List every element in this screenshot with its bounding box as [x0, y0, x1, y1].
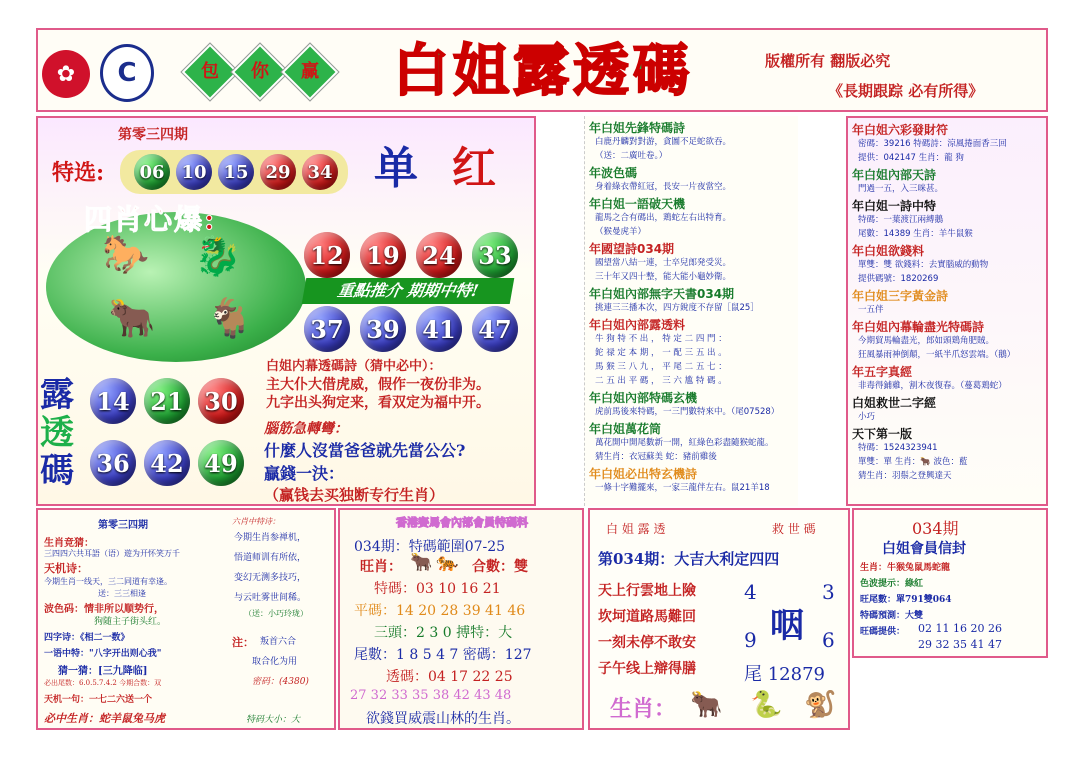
- mid-section-line: 國望當八結一連，士卒兒郎発受災。: [595, 258, 732, 268]
- b3-poem-line: 子午线上辯得膳: [598, 661, 696, 677]
- mid-section-line: 龍馬之合有碼出，鶏蛇左右出特育。: [595, 213, 732, 223]
- poem-block: [266, 358, 536, 412]
- diamond-bao: 包: [182, 44, 239, 101]
- lu-ball: 14: [90, 378, 136, 424]
- ma-ball: 42: [144, 440, 190, 486]
- b2-zodiac-label: 旺肖：: [360, 559, 402, 575]
- b4-tail: 旺尾數：單791雙064: [860, 595, 952, 605]
- b2-tail: 尾數：1 8 5 4 7 密碼：127: [354, 647, 532, 663]
- snake-icon: 🐍: [750, 690, 783, 720]
- b4-provide-1: 02 11 16 20 26: [918, 622, 1002, 635]
- b1-line: 天机一句：一七二六送一个: [44, 695, 153, 705]
- mid-section-line: 牛 狗 特 不 出 ， 特 定 二 四 門 ：: [595, 334, 727, 344]
- diamond-ying: 赢: [282, 44, 339, 101]
- grid-ball: 41: [416, 306, 462, 352]
- right-section-title: 年白姐內部天詩: [852, 168, 937, 182]
- b1-riddle-line: （送：小巧玲珑）: [244, 609, 308, 618]
- b2-nums: 27 32 33 35 38 42 43 48: [350, 688, 512, 703]
- right-section-line: 門過一五，入三咪甚。: [858, 184, 944, 194]
- mid-section-line: 鉈 禄 定 本 期 ， 一 配 三 五 出 。: [595, 348, 727, 358]
- right-section-line: 提供碼號：1820269: [858, 274, 939, 284]
- win-answer: （赢钱去买独断专行生肖）: [264, 486, 445, 504]
- b1-line: 今期生肖一线天，三二同道有幸逢。: [44, 577, 172, 586]
- right-section-title: 年白姐一詩中特: [852, 199, 937, 213]
- pick-ball: 15: [218, 154, 254, 190]
- b1-riddle-line: 悟道师训有所依，: [234, 553, 307, 563]
- b2-buy: 欲錢買威震山林的生肖。: [366, 711, 520, 727]
- lu-ball: 30: [198, 378, 244, 424]
- mid-section-title: 年白姐一語破天機: [589, 197, 686, 211]
- middle-section-list: [585, 116, 798, 501]
- b2-title: 香港賽馬會內部會員特碼料: [396, 516, 528, 529]
- mid-section-line: 白鹿丹麟對對游，貪圖不足蛇欲吞。: [595, 137, 732, 147]
- b3-poem-line: 坎坷道路馬難回: [598, 609, 696, 625]
- b4-provide-label: 旺碼提供：: [860, 627, 906, 637]
- b3-number: 9: [744, 628, 757, 652]
- b3-left-title: 白 姐 露 透: [606, 522, 666, 536]
- b1-period: 第零三四期: [98, 520, 148, 531]
- mid-section-line: 三十年又四十整，能大能小龜妙衛。: [595, 272, 732, 282]
- b1-line: 四字诗：《相二一数》: [44, 633, 130, 643]
- pick-ball: 34: [302, 154, 338, 190]
- b4-title: 白姐會員信封: [882, 541, 966, 557]
- b1-line: 狗随主子街头红。: [94, 617, 167, 627]
- mid-section-line: 猜生肖：衣冠蘇美 蛇：豬前雞後: [595, 452, 717, 462]
- b3-right-title: 救 世 碼: [772, 522, 816, 536]
- b1-line: 波色码：情非所以顺势行，: [44, 604, 164, 615]
- period-badge: 第零三四期: [118, 127, 188, 143]
- mid-section-line: 身着綠衣帶紅冠，長安一片夜當空。: [595, 182, 732, 192]
- right-section-title: 年白姐欲錢料: [852, 244, 925, 258]
- right-section-line: 提供：042147 生肖：龍 狗: [858, 153, 964, 163]
- right-section-line: 特碼：一葉渡江兩縛鵝: [858, 215, 944, 225]
- right-section-line: 特碼：1524323941: [858, 443, 938, 453]
- emblem-logo-icon: C: [100, 44, 154, 102]
- single-char: 单: [374, 143, 418, 194]
- win-title: 贏錢一決：: [264, 464, 345, 483]
- ox-icon: 🐂: [410, 552, 433, 573]
- b1-note-label: 注：: [232, 636, 254, 649]
- ma-ball: 36: [90, 440, 136, 486]
- b4-provide-2: 29 32 35 41 47: [918, 638, 1002, 651]
- mid-section-title: 年國望詩034期: [589, 242, 675, 256]
- b2-flat: 平碼：14 20 28 39 41 46: [354, 603, 526, 619]
- b4-special: 特碼預測：大雙: [860, 611, 924, 621]
- grid-ball: 39: [360, 306, 406, 352]
- b1-note-line: 取合化为用: [252, 657, 298, 667]
- b1-line: 生肖竞猜：: [44, 538, 94, 549]
- slogan-text: 《長期跟踪 必有所得》: [828, 82, 984, 100]
- recommend-banner: 重點推介 期期中特!: [302, 278, 515, 304]
- mid-section-line: 虎前馬後來特碼，一三門數特來中。（尾07528）: [595, 407, 780, 417]
- grid-ball: 33: [472, 232, 518, 278]
- right-section-line: 狂風暴雨神倒顛，一紙半爪怒雲端。（鵝）: [858, 350, 1016, 360]
- mid-section-title: 年白姐必出特玄機詩: [589, 467, 698, 481]
- b1-line: 天机诗：: [44, 562, 88, 575]
- b1-riddle-head: 六肖中特诗：: [232, 517, 280, 526]
- b3-number: 3: [822, 580, 835, 604]
- b1-note-line: 密码：(4380): [252, 677, 309, 687]
- dragon-icon: 🐉: [194, 234, 242, 278]
- b1-riddle-line: 与云吐雾世间稀。: [234, 593, 307, 603]
- mid-section-line: 挑連三三播本次，四方銳度不存留［鼠25］: [595, 303, 759, 313]
- horse-icon: 🐎: [102, 232, 150, 276]
- b3-zodiac-label: 生肖：: [610, 696, 677, 722]
- b3-number: 6: [822, 628, 835, 652]
- bottom-panel-1: [36, 508, 336, 730]
- bauhinia-logo-icon: ✿: [42, 50, 90, 98]
- mid-section-line: 一條十字難擺來，一家三龍伴左右。鼠21羊18: [595, 483, 770, 493]
- b1-line: 必中生肖：蛇羊鼠兔马虎: [44, 712, 165, 725]
- ox-icon: 🐂: [690, 690, 723, 720]
- poem-title: 白姐内幕透碼詩（猜中必中）：: [266, 359, 442, 374]
- b3-center-char: 咽: [770, 606, 804, 646]
- red-char: 红: [452, 143, 496, 194]
- grid-ball: 37: [304, 306, 350, 352]
- mid-section-title: 年白姐內部露透料: [589, 318, 686, 332]
- b1-big-small: 特码大小：大: [246, 715, 301, 725]
- mid-section-title: 年白姐先鋒特碼詩: [589, 121, 686, 135]
- mid-section-title: 年白姐萬花筒: [589, 422, 662, 436]
- monkey-icon: 🐒: [804, 690, 837, 720]
- mid-section-line: （送：二廣吐卷。）: [595, 151, 668, 161]
- right-section-line: 非毒得鋪雞，割木夜復春。（蔓葛鶏蛇）: [858, 381, 1007, 391]
- pick-ball: 29: [260, 154, 296, 190]
- b1-line: 送：三三相逢: [98, 589, 146, 598]
- right-section-line: 一五伴: [858, 305, 884, 315]
- mid-section-line: 萬花開中開尾數新一開，紅綠色彩盡隨猴蛇龍。: [595, 438, 774, 448]
- ma-ball: 49: [198, 440, 244, 486]
- right-section-title: 白姐救世二字經: [852, 396, 937, 410]
- b4-period: 034期: [912, 519, 959, 538]
- b4-zodiac: 生肖：牛猴兔鼠馬蛇龍: [860, 563, 951, 573]
- b1-line: 一语中特："八字开出则心我": [44, 649, 162, 659]
- four-zodiac-title: 四肖心爆:: [84, 203, 217, 236]
- b3-tail: 尾 12879: [744, 664, 825, 685]
- b1-riddle-line: 今期生肖参禅机，: [234, 533, 307, 543]
- poem-line: 主大仆大借虎威，假作一夜份非为。: [266, 377, 490, 393]
- mid-section-title: 年白姐內部無字天書034期: [589, 287, 735, 301]
- mid-section-line: （猴曼虎羊）: [595, 227, 647, 237]
- right-section-line: 單雙：雙 欲錢料：去實腦威的動物: [858, 260, 989, 270]
- right-section-line: 今期貿馬輪盡光，郎如頭鶏角肥賊。: [858, 336, 995, 346]
- b3-poem-line: 一刻未停不敢安: [598, 635, 696, 651]
- mid-section-title: 年波色碼: [589, 166, 638, 180]
- b4-color-hint: 色波提示：綠紅: [860, 579, 924, 589]
- lu-ball: 21: [144, 378, 190, 424]
- page-title: 白姐露透碼: [393, 38, 693, 104]
- goat-icon: 🐐: [206, 296, 254, 340]
- b1-line: 三四四六共耳語（语）遊为开怀笑万千: [44, 549, 180, 558]
- tou-label: 透: [40, 413, 74, 453]
- lu-label: 露: [40, 375, 74, 415]
- poem-line: 九字出头狗定来，看双定为福中开。: [266, 395, 490, 411]
- right-section-title: 年白姐六彩發財符: [852, 123, 949, 137]
- mid-section-title: 年白姐內部特碼玄機: [589, 391, 698, 405]
- b2-transparent: 透碼：04 17 22 25: [386, 669, 513, 685]
- riddle-question: 什麼人沒當爸爸就先當公公?: [264, 441, 466, 460]
- b3-number: 4: [744, 580, 757, 604]
- b2-combo: 合數：雙: [472, 559, 528, 575]
- right-column: [846, 116, 1048, 506]
- right-section-title: 年白姐內幕輪盡光特碼詩: [852, 320, 985, 334]
- bottom-panel-4: [852, 508, 1048, 658]
- right-section-title: 年五字真經: [852, 365, 913, 379]
- pick-ball: 10: [176, 154, 212, 190]
- b1-note-line: 叛首六合: [260, 637, 297, 647]
- b1-line: 猜一猜：[三九降临]: [58, 666, 148, 677]
- right-section-line: 密碼：39216 特碼詩：涼風捲面香三回: [858, 139, 1007, 149]
- right-section-line: 單雙：單 生肖：🐂 波色：藍: [858, 457, 968, 467]
- ma-label: 碼: [40, 451, 74, 491]
- middle-column: [584, 116, 798, 506]
- right-section-line: 猜生肖：羽鬃之登興達天: [858, 471, 952, 481]
- b3-period-line: 第034期：大吉大利定四四: [598, 550, 780, 568]
- bottom-panel-2: [338, 508, 584, 730]
- right-section-list: [848, 118, 1046, 489]
- b2-period-range: 034期：特碼範圍07-25: [354, 539, 506, 555]
- right-section-title: 年白姐三字黃金詩: [852, 289, 949, 303]
- tiger-icon: 🐅: [436, 552, 459, 573]
- b3-poem-line: 天上行雲地上險: [598, 583, 696, 599]
- grid-ball: 19: [360, 232, 406, 278]
- diamond-ni: 你: [232, 44, 289, 101]
- mid-section-line: 二 五 出 平 碼 ， 三 六 尴 特 碼 。: [595, 376, 727, 386]
- b2-three-head: 三頭：2 3 0 搏特：大: [374, 625, 513, 641]
- right-section-line: 尾數：14389 生肖：羊牛鼠猴: [858, 229, 973, 239]
- riddle-title: 腦筋急轉彎：: [264, 421, 348, 437]
- b1-line: 必出尾数：6.0.5.7.4.2 今期合数：双: [44, 679, 162, 687]
- grid-ball: 24: [416, 232, 462, 278]
- mid-section-line: 馬 猴 三 八 九 ， 平 尾 二 五 七 ：: [595, 362, 727, 372]
- grid-ball: 47: [472, 306, 518, 352]
- riddle-block: [264, 418, 540, 505]
- b2-special: 特碼：03 10 16 21: [374, 581, 501, 597]
- pick-ball: 06: [134, 154, 170, 190]
- right-section-line: 小巧: [858, 412, 876, 422]
- pick-label: 特选:: [52, 160, 105, 186]
- copyright-text: 版權所有 翻版必究: [765, 52, 891, 70]
- bottom-panel-3: [588, 508, 850, 730]
- b1-riddle-line: 变幻无测多技巧，: [234, 573, 307, 583]
- right-section-title: 天下第一版: [852, 427, 913, 441]
- grid-ball: 12: [304, 232, 350, 278]
- ox-icon: 🐂: [108, 296, 156, 340]
